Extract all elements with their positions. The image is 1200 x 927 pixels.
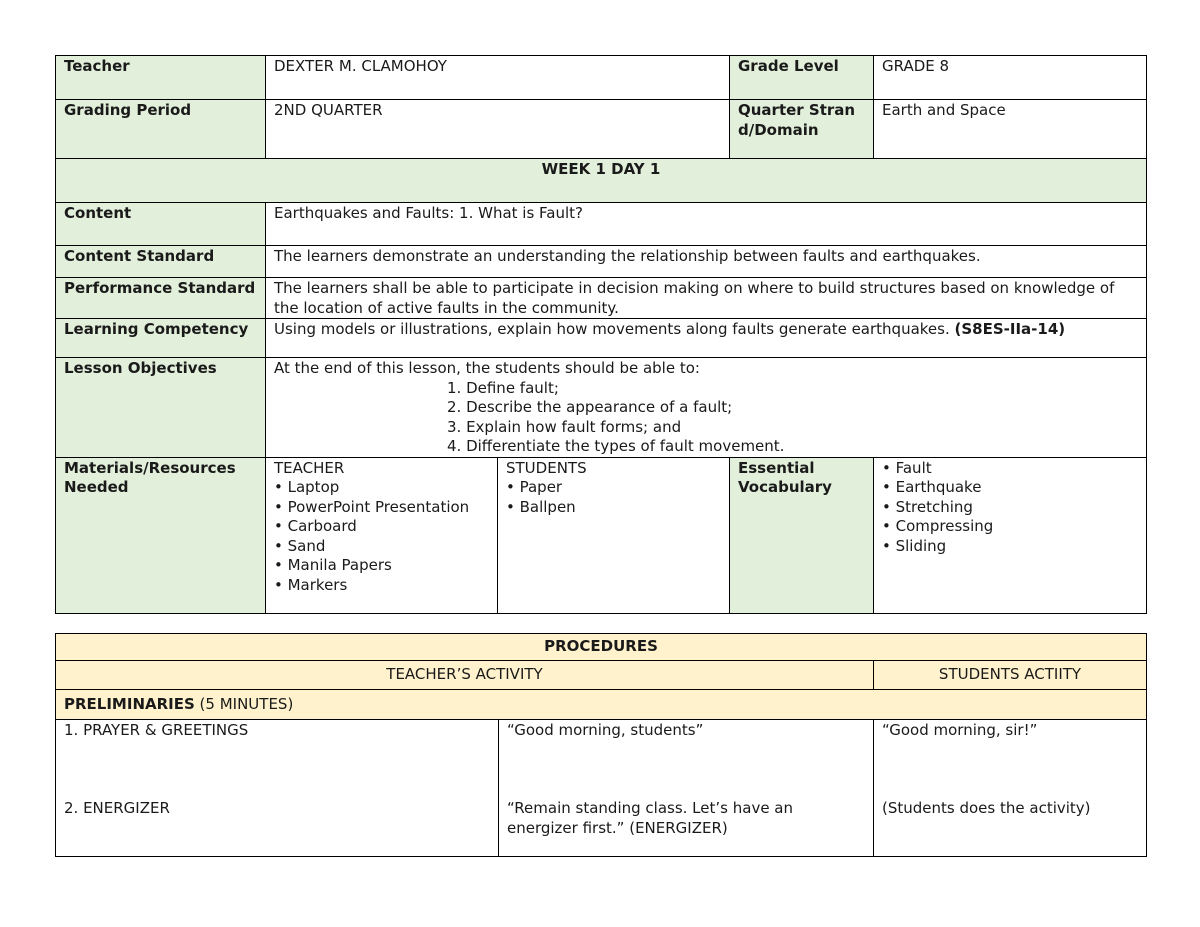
teacher-energizer: “Remain standing class. Let’s have an energizer first.” (ENERGIZER) [507,799,794,837]
learning-competency-label: Learning Competency [56,319,266,358]
performance-standard-label: Performance Standard [56,278,266,319]
vocabulary-label: Essential Vocabulary [730,457,874,613]
procedures-table [55,633,1147,857]
competency-code: (S8ES-IIa-14) [954,320,1066,338]
teacher-value: DEXTER M. CLAMOHOY [266,56,730,100]
vocabulary-item: • Sliding [882,536,947,555]
objective-item: 2. Describe the appearance of a fault; [447,398,733,416]
student-energizer: (Students does the activity) [882,799,1091,817]
vocabulary-item: • Fault [882,458,932,477]
grading-period-label: Grading Period [56,100,266,159]
teacher-greeting: “Good morning, students” [507,721,704,739]
content-standard-value: The learners demonstrate an understanding the relationship between faults and earthquakes. [266,246,1147,278]
preliminaries-label: PRELIMINARIES [64,694,195,713]
students-activity-cell [874,720,1147,857]
content-standard-label: Content Standard [56,246,266,278]
student-greeting: “Good morning, sir!” [882,721,1038,739]
objective-item: 3. Explain how fault forms; and [447,417,682,436]
objective-item: 4. Differentiate the types of fault movement. [447,437,785,455]
student-materials-cell [498,457,730,613]
performance-standard-value: The learners shall be able to participate in decision making on where to build structures based on knowledge of the location of active faults in the community. [266,278,1147,319]
teacher-materials-cell [266,457,498,613]
procedures-heading: PROCEDURES [56,634,1147,661]
vocabulary-item: • Compressing [882,517,994,535]
lesson-info-table [55,55,1147,614]
teacher-material-item: • Carboard [274,517,357,535]
vocabulary-item: • Stretching [882,497,973,516]
teacher-activity-header: TEACHER’S ACTIVITY [56,661,874,690]
objectives-intro: At the end of this lesson, the students should be able to: [274,359,700,377]
teacher-material-item: • PowerPoint Presentation [274,497,470,516]
objective-item: 1. Define fault; [447,378,559,397]
procedure-steps-cell [56,720,499,857]
student-material-item: • Ballpen [506,497,576,516]
lesson-objectives-label: Lesson Objectives [56,358,266,458]
lesson-objectives-cell [266,358,1147,458]
strand-label: Quarter Strand/Domain [730,100,874,159]
teacher-material-item: • Laptop [274,478,340,496]
vocabulary-cell [874,457,1147,613]
vocabulary-item: • Earthquake [882,478,982,496]
step-energizer: 2. ENERGIZER [64,799,170,817]
learning-competency-cell [266,319,1147,358]
teacher-label: Teacher [56,56,266,100]
strand-value: Earth and Space [874,100,1147,159]
grading-period-value: 2ND QUARTER [266,100,730,159]
materials-label: Materials/Resources Needed [56,457,266,613]
teacher-materials-title: TEACHER [274,458,345,477]
grade-level-value: GRADE 8 [874,56,1147,100]
teacher-activity-cell [499,720,874,857]
grade-level-label: Grade Level [730,56,874,100]
preliminaries-row [56,690,1147,720]
teacher-material-item: • Sand [274,536,326,555]
student-material-item: • Paper [506,478,563,496]
learning-competency-value: Using models or illustrations, explain how movements along faults generate earthquakes. [274,320,955,338]
week-day-heading: WEEK 1 DAY 1 [56,159,1147,203]
content-value: Earthquakes and Faults: 1. What is Fault? [266,203,1147,246]
content-label: Content [56,203,266,246]
student-materials-title: STUDENTS [506,458,587,477]
students-activity-header: STUDENTS ACTIITY [874,661,1147,690]
preliminaries-time: (5 MINUTES) [194,694,294,713]
teacher-material-item: • Markers [274,575,348,594]
teacher-material-item: • Manila Papers [274,556,392,574]
step-prayer-greetings: 1. PRAYER & GREETINGS [64,721,249,739]
